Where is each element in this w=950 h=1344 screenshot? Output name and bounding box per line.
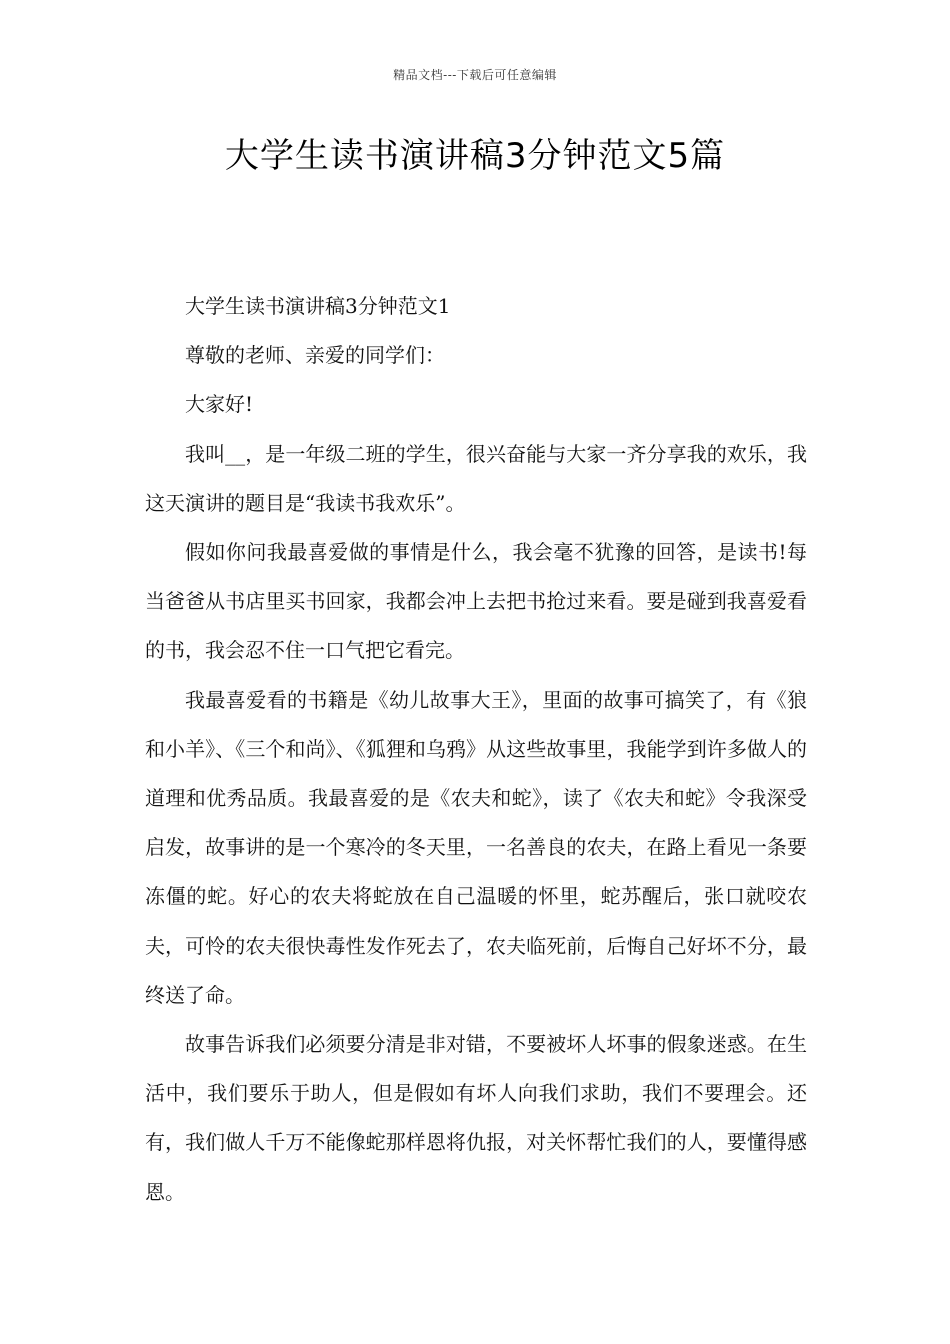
salutation: 尊敬的老师、亲爱的同学们： — [185, 343, 445, 368]
body-paragraph: 故事告诉我们必须要分清是非对错，不要被坏人坏事的假象迷惑。在生活中，我们要乐于助人，但是假如有坏人向我们求助，我们不要理会。还有，我们做人千万不能像蛇那样恩将仇报，对关怀帮忙我们的人，要懂得感恩。 — [145, 1032, 807, 1204]
greeting: 大家好! — [185, 392, 254, 417]
body-paragraph: 我最喜爱看的书籍是《幼儿故事大王》，里面的故事可搞笑了，有《狼和小羊》、《三个和尚》、《狐狸和乌鸦》从这些故事里，我能学到许多做人的道理和优秀品质。我最喜爱的是《农夫和蛇》，读了《农夫和蛇》令我深受启发，故事讲的是一个寒冷的冬天里，一名善良的农夫，在路上看见一条要冻僵的蛇。好心的农夫将蛇放在自己温暖的怀里，蛇苏醒后，张口就咬农夫，可怜的农夫很快毒性发作死去了，农夫临死前，后悔自己好坏不分，最终送了命。 — [145, 687, 807, 1007]
section-heading: 大学生读书演讲稿3分钟范文1 — [185, 294, 451, 318]
body-paragraph: 我叫__，是一年级二班的学生，很兴奋能与大家一齐分享我的欢乐，我这天演讲的题目是“我读书我欢乐”。 — [145, 441, 807, 515]
document-body — [145, 282, 807, 1217]
body-paragraph: 假如你问我最喜爱做的事情是什么，我会毫不犹豫的回答，是读书!每当爸爸从书店里买书回家，我都会冲上去把书抢过来看。要是碰到我喜爱看的书，我会忍不住一口气把它看完。 — [145, 540, 807, 663]
document-title: 大学生读书演讲稿3分钟范文5篇 — [224, 136, 726, 176]
header-note: 精品文档---下载后可任意编辑 — [393, 68, 557, 82]
